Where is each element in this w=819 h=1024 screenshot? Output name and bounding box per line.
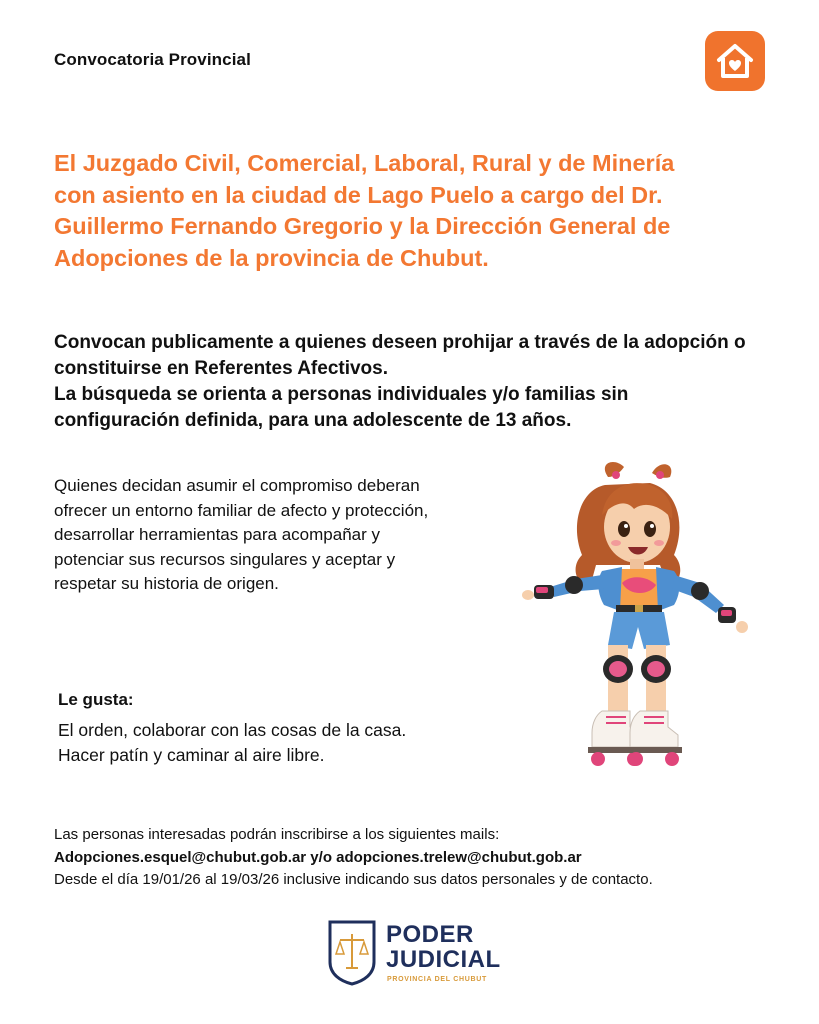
scales-shield-icon — [326, 918, 378, 986]
logo-line1: PODER — [386, 921, 474, 948]
logo-line2: JUDICIAL — [386, 946, 501, 973]
intro-paragraph: Convocan publicamente a quienes deseen prohijar a través de la adopción o constituirse en Referentes Afectivos. — [54, 332, 746, 379]
list-item: El orden, colaborar con las cosas de la casa. — [58, 720, 407, 740]
commitment-text: Quienes decidan asumir el compromiso deberan ofrecer un entorno familiar de afecto y protección, desarrollar herramientas para acompañar y potenciar sus recursos singulares y aceptar y respetar su historia de origen. — [54, 476, 429, 593]
intro-paragraph: La búsqueda se orienta a personas individuales y/o familias sin configuración definida, para una adolescente de 13 años. — [54, 384, 629, 431]
contact-intro: Las personas interesadas podrán inscribirse a los siguientes mails: — [54, 826, 500, 843]
home-heart-icon — [705, 31, 765, 91]
list-item: Hacer patín y caminar al aire libre. — [58, 745, 325, 765]
intro-section — [54, 330, 754, 434]
roller-skater-girl-icon — [510, 455, 770, 785]
likes-heading: Le gusta: — [58, 690, 134, 709]
header-label: Convocatoria Provincial — [54, 50, 251, 69]
likes-list — [58, 718, 406, 768]
contact-dates: Desde el día 19/01/26 al 19/03/26 inclusive indicando sus datos personales y de contacto. — [54, 871, 653, 888]
headline: El Juzgado Civil, Comercial, Laboral, Rural y de Minería con asiento en la ciudad de Lago Puelo a cargo del Dr. Guillermo Fernando Gregorio y la Dirección General de Adopciones de la provincia de Chubut. — [54, 150, 675, 271]
logo-subtitle: PROVINCIA DEL CHUBUT — [387, 976, 487, 983]
contact-emails: Adopciones.esquel@chubut.gob.ar y/o adopciones.trelew@chubut.gob.ar — [54, 848, 582, 866]
contact-footer — [54, 824, 653, 892]
